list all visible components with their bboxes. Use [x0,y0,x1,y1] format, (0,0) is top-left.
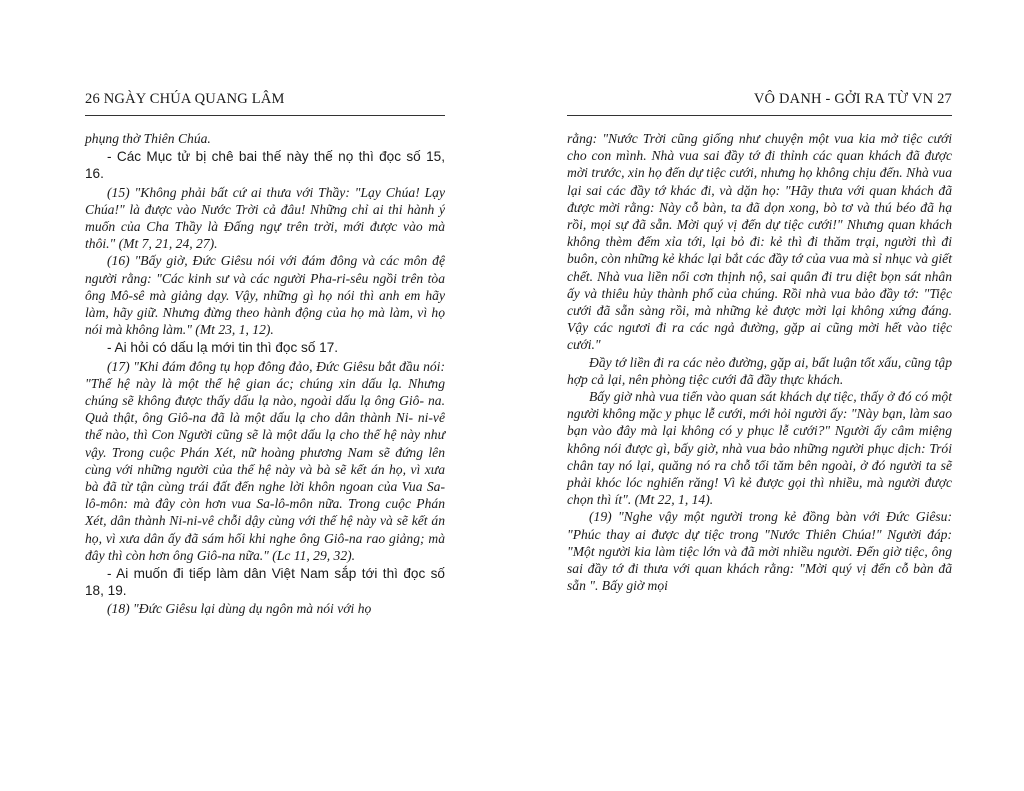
left-running-header: 26 NGÀY CHÚA QUANG LÂM [85,91,285,107]
left-paragraph: (17) "Khi đám đông tụ họp đông đảo, Đức Giêsu bắt đầu nói: "Thế hệ này là một thế hệ gian ác; chúng xin dấu lạ. Nhưng chúng sẽ không được thấy dấu lạ nào, ngoài dấu lạ ông Giô- na. Quả thật, ông Giô-na đã là một dấu lạ cho dân thành Ni- ni-vê thế nào, thì Con Người cũng sẽ là một dấu lạ cho thế hệ này như vậy. Trong cuộc Phán Xét, nữ hoàng phương Nam sẽ đứng lên cùng với những người của thế hệ này và bà sẽ kết án họ, vì xưa bà đã từ tận cùng trái đất đến nghe lời khôn ngoan của Vua Sa-lô-môn: mà đây còn hơn vua Sa-lô-môn nữa. Trong cuộc Phán Xét, dân thành Ni-ni-vê chỗi dậy cùng với thế hệ này và sẽ kết án họ, vì xưa dân ấy đã sám hối khi nghe ông Giô-na rao giảng; mà đây thì còn hơn ông Giô-na nữa." (Lc 11, 29, 32). [85,358,445,563]
right-paragraph: (19) "Nghe vậy một người trong kẻ đồng bàn với Đức Giêsu: "Phúc thay ai được dự tiệc trong "Nước Thiên Chúa!" Người đáp: "Một người kia làm tiệc lớn và đã mời nhiều người. Đến giờ tiệc, ông sai đầy tớ đi thưa với quan khách rằng: "Mời quý vị đến cỗ bàn đã sẵn ". Bấy giờ mọi [567,509,952,594]
right-paragraph: Đầy tớ liền đi ra các nẻo đường, gặp ai, bất luận tốt xấu, cũng tập hợp cả lại, nên phòng tiệc cưới đã đầy thực khách. [567,354,952,387]
right-running-header: VÔ DANH - GỞI RA TỪ VN 27 [753,91,952,107]
left-paragraph: - Ai hỏi có dấu lạ mới tin thì đọc số 17. [107,340,339,356]
left-paragraph: (15) "Không phải bất cứ ai thưa với Thầy: "Lạy Chúa! Lạy Chúa!" là được vào Nước Trời cả đâu! Những chỉ ai thi hành ý muốn của Cha Thầy là Đấng ngự trên trời, mới được vào mà thôi." (Mt 7, 21, 24, 27). [85,184,445,252]
left-paragraph: (16) "Bấy giờ, Đức Giêsu nói với đám đông và các môn đệ người rằng: "Các kinh sư và các người Pha-ri-sêu ngồi trên tòa ông Mô-sê mà giảng dạy. Vậy, những gì họ nói thì anh em hãy làm, hãy giữ. Nhưng đừng theo hành động của họ mà làm, vì họ nói mà không làm." (Mt 23, 1, 12). [85,253,445,338]
left-page-body [85,130,445,618]
left-paragraph: - Ai muốn đi tiếp làm dân Việt Nam sắp tới thì đọc số 18, 19. [85,566,445,599]
right-page [512,0,1024,791]
left-paragraph: - Các Mục tử bị chê bai thế này thế nọ thì đọc số 15, 16. [85,149,445,182]
left-paragraph: phụng thờ Thiên Chúa. [85,131,211,146]
right-page-body [567,130,952,594]
left-header-rule [85,115,445,116]
right-paragraph: Bấy giờ nhà vua tiến vào quan sát khách dự tiệc, thấy ở đó có một người không mặc y phục lễ cưới, mới hỏi người ấy: "Này bạn, làm sao bạn vào đây mà lại không có y phục lễ cưới?" Người ấy câm miệng không nói được gì, bấy giờ, nhà vua bảo những người phục dịch: Trói chân tay nó lại, quăng nó ra chỗ tối tăm bên ngoài, ở đó người ta sẽ phải khóc lóc nghiến răng! Vì kẻ được gọi thì nhiều, mà người được chọn thì ít". (Mt 22, 1, 14). [567,389,952,508]
left-paragraph: (18) "Đức Giêsu lại dùng dụ ngôn mà nói với họ [107,601,372,617]
right-paragraph: rằng: "Nước Trời cũng giống như chuyện một vua kia mở tiệc cưới cho con mình. Nhà vua sai đầy tớ đi thỉnh các quan khách đã được mời trước, xin họ đến dự tiệc cưới, nhưng họ không chịu đến. Nhà vua lại sai các đầy tớ khác đi, và dặn họ: "Hãy thưa với quan khách đã được mời rằng: Này cỗ bàn, ta đã dọn xong, bò tơ và thú béo đã hạ rồi, mọi sự đã sẵn. Mời quý vị đến dự tiệc cưới!" Nhưng quan khách không thèm đếm xỉa tới, lại bỏ đi: kẻ thì đi thăm trại, người thì đi buôn, còn những kẻ khác lại bắt các đầy tớ của vua mà sỉ nhục và giết chết. Nhà vua liền nổi cơn thịnh nộ, sai quân đi tru diệt bọn sát nhân ấy và thiêu hủy thành phố của chúng. Rồi nhà vua bảo đầy tớ: "Tiệc cưới đã sẵn sàng rồi, mà những kẻ được mời lại không xứng đáng. Vậy các ngươi đi ra các ngả đường, gặp ai cũng mời hết vào tiệc cưới." [567,131,952,353]
right-header-rule [567,115,952,116]
